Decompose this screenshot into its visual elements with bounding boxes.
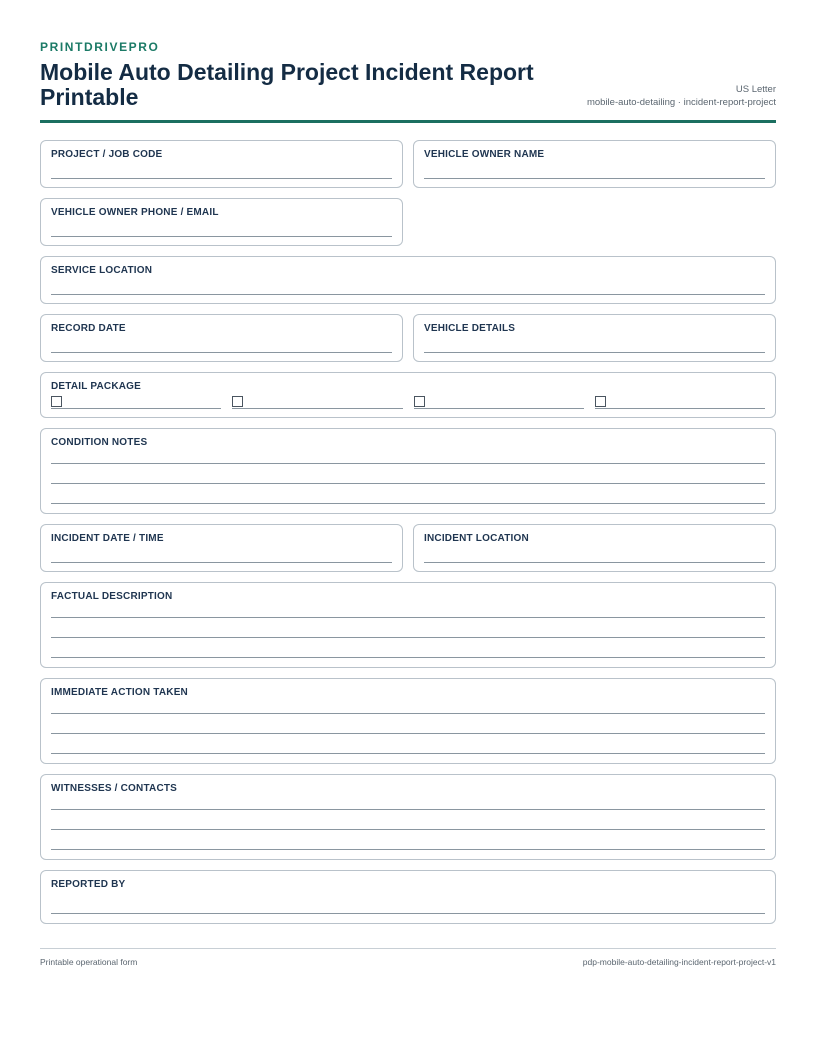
write-line[interactable] [51,734,765,754]
write-line[interactable] [51,280,765,295]
form-row [40,314,776,362]
write-line[interactable] [51,449,765,464]
field-label: VEHICLE OWNER PHONE / EMAIL [51,207,219,218]
footer-left-text: Printable operational form [40,957,138,967]
package-option[interactable] [51,395,221,409]
form-fields [40,140,776,924]
form-row [40,140,776,188]
page-footer [40,948,776,967]
write-line[interactable] [51,795,765,810]
form-row [40,198,776,246]
vehicle-details-field[interactable] [413,314,776,362]
checkbox[interactable] [51,396,62,407]
package-option[interactable] [414,395,584,409]
form-row [40,256,776,304]
paper-size: US Letter [735,84,776,95]
write-line[interactable] [424,548,765,563]
field-label: DETAIL PACKAGE [51,381,142,392]
field-label: INCIDENT LOCATION [424,533,529,544]
immediate-action-field[interactable] [40,678,776,764]
incident-location-field[interactable] [413,524,776,572]
page-title: Mobile Auto Detailing Project Incident Report Printable [40,59,534,110]
witnesses-field[interactable] [40,774,776,860]
form-id: pdp-mobile-auto-detailing-incident-report-project-v1 [582,957,776,967]
write-line[interactable] [51,338,392,353]
write-line[interactable] [51,638,765,658]
field-label: VEHICLE OWNER NAME [424,149,545,160]
form-row [40,870,776,924]
factual-description-field[interactable] [40,582,776,668]
package-option[interactable] [232,395,402,409]
write-line[interactable] [51,714,765,734]
write-line[interactable] [51,810,765,830]
write-line[interactable] [51,618,765,638]
field-label: SERVICE LOCATION [51,265,153,276]
write-line[interactable] [424,164,765,179]
form-row [40,582,776,668]
service-location-field[interactable] [40,256,776,304]
write-line[interactable] [424,338,765,353]
field-label: RECORD DATE [51,323,126,334]
form-row [40,428,776,514]
owner-contact-field[interactable] [40,198,403,246]
form-tags: mobile-auto-detailing · incident-report-project [586,97,776,108]
write-line[interactable] [51,164,392,179]
form-row [40,372,776,418]
header-row [40,60,776,110]
package-option[interactable] [595,395,765,409]
owner-name-field[interactable] [413,140,776,188]
brand-name: PRINTDRIVEPRO [40,40,160,54]
write-line[interactable] [51,464,765,484]
header-meta [587,83,776,110]
checkbox[interactable] [595,396,606,407]
field-label: PROJECT / JOB CODE [51,149,163,160]
write-line[interactable] [51,548,392,563]
form-row [40,524,776,572]
form-row [40,678,776,764]
checkbox[interactable] [414,396,425,407]
header-rule [40,120,776,123]
detail-package-field [40,372,776,418]
reported-by-field[interactable] [40,870,776,924]
form-page [40,40,776,934]
write-line[interactable] [51,222,392,237]
checkbox[interactable] [232,396,243,407]
field-label: FACTUAL DESCRIPTION [51,591,173,602]
write-line[interactable] [51,603,765,618]
field-label: INCIDENT DATE / TIME [51,533,164,544]
project-code-field[interactable] [40,140,403,188]
checkbox-group [51,395,765,409]
field-label: VEHICLE DETAILS [424,323,516,334]
field-label: WITNESSES / CONTACTS [51,783,178,794]
record-date-field[interactable] [40,314,403,362]
form-row [40,774,776,860]
write-line[interactable] [51,830,765,850]
write-line[interactable] [51,699,765,714]
field-label: CONDITION NOTES [51,437,148,448]
field-label: REPORTED BY [51,879,126,890]
write-line[interactable] [51,484,765,504]
write-line[interactable] [51,894,765,914]
condition-notes-field[interactable] [40,428,776,514]
field-label: IMMEDIATE ACTION TAKEN [51,687,188,698]
incident-datetime-field[interactable] [40,524,403,572]
